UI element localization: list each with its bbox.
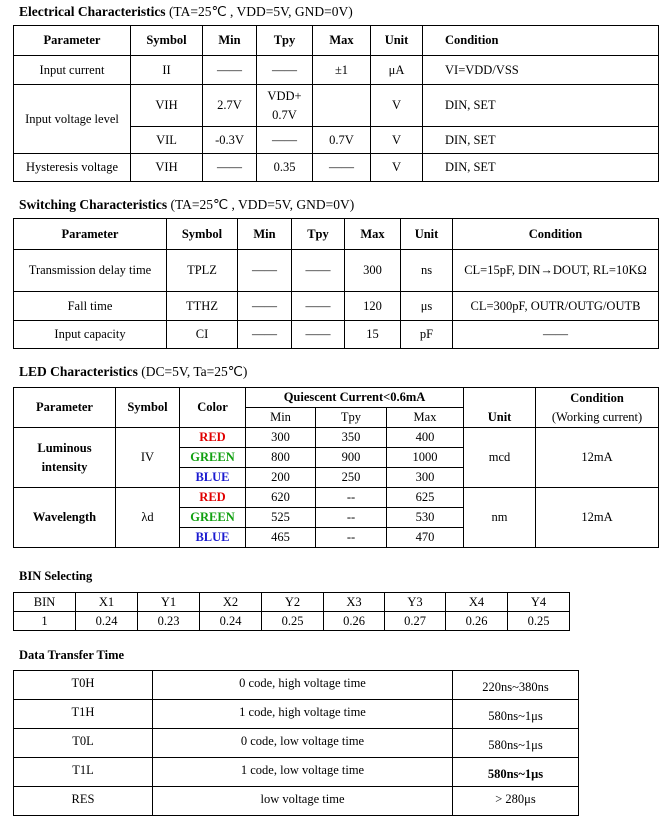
unit-cell: pF bbox=[401, 321, 453, 349]
value-cell: 0.24 bbox=[200, 612, 262, 631]
header-cell: X4 bbox=[446, 593, 508, 612]
typ-cell: -- bbox=[316, 528, 387, 548]
unit-cell: V bbox=[371, 154, 423, 182]
table-row bbox=[14, 154, 659, 182]
header-cell: X2 bbox=[200, 593, 262, 612]
param-cell: Fall time bbox=[14, 292, 167, 321]
table-row bbox=[14, 488, 659, 508]
cond-cell: 12mA bbox=[536, 488, 659, 548]
header-cell: Tpy bbox=[316, 408, 387, 428]
unit-cell: nm bbox=[464, 488, 536, 548]
name-cell: T1H bbox=[14, 700, 153, 729]
value-cell: 580ns~1μs bbox=[453, 758, 579, 787]
header-cell: Y4 bbox=[508, 593, 570, 612]
table-row bbox=[14, 700, 579, 729]
table-row bbox=[14, 321, 659, 349]
table-header-row bbox=[14, 593, 570, 612]
typ-cell: —— bbox=[257, 56, 313, 85]
switching-table bbox=[13, 218, 659, 349]
typ-cell: VDD+ 0.7V bbox=[257, 85, 313, 127]
header-cell: Unit bbox=[371, 26, 423, 56]
desc-cell: 0 code, high voltage time bbox=[153, 671, 453, 700]
param-cell: Input current bbox=[14, 56, 131, 85]
min-cell: —— bbox=[238, 321, 292, 349]
header-cell: Y3 bbox=[385, 593, 446, 612]
header-cell: Tpy bbox=[257, 26, 313, 56]
max-cell: 120 bbox=[345, 292, 401, 321]
unit-cell: V bbox=[371, 85, 423, 127]
cond-cell: DIN, SET bbox=[423, 85, 659, 127]
typ-cell: —— bbox=[292, 292, 345, 321]
header-cell: Y2 bbox=[262, 593, 324, 612]
electrical-table bbox=[13, 25, 659, 182]
header-cell: Symbol bbox=[116, 388, 180, 428]
max-cell: 530 bbox=[387, 508, 464, 528]
symbol-cell: II bbox=[131, 56, 203, 85]
param-cell: Hysteresis voltage bbox=[14, 154, 131, 182]
color-cell-green: GREEN bbox=[180, 508, 246, 528]
color-cell-red: RED bbox=[180, 428, 246, 448]
header-cell: Symbol bbox=[131, 26, 203, 56]
bin-table bbox=[13, 592, 570, 631]
max-cell: 15 bbox=[345, 321, 401, 349]
header-cell: Parameter bbox=[14, 219, 167, 250]
symbol-cell: TPLZ bbox=[167, 250, 238, 292]
name-cell: T0L bbox=[14, 729, 153, 758]
value-cell: 0.25 bbox=[508, 612, 570, 631]
value-cell: 0.27 bbox=[385, 612, 446, 631]
table-header-row bbox=[14, 26, 659, 56]
cond-cell: DIN, SET bbox=[423, 154, 659, 182]
typ-cell: —— bbox=[257, 127, 313, 154]
value-cell: 0.25 bbox=[262, 612, 324, 631]
table-row bbox=[14, 612, 570, 631]
unit-cell: μA bbox=[371, 56, 423, 85]
header-cell: Quiescent Current<0.6mA bbox=[246, 388, 464, 408]
header-cell: Parameter bbox=[14, 388, 116, 428]
min-cell: 525 bbox=[246, 508, 316, 528]
table-row bbox=[14, 758, 579, 787]
header-cell: Max bbox=[345, 219, 401, 250]
header-cell: Parameter bbox=[14, 26, 131, 56]
header-cell: (Working current) bbox=[536, 408, 659, 428]
typ-cell: 350 bbox=[316, 428, 387, 448]
typ-cell: 900 bbox=[316, 448, 387, 468]
min-cell: 2.7V bbox=[203, 85, 257, 127]
value-cell: 0.26 bbox=[446, 612, 508, 631]
table-row bbox=[14, 250, 659, 292]
color-cell-blue: BLUE bbox=[180, 468, 246, 488]
table-row bbox=[14, 292, 659, 321]
header-cell: Unit bbox=[401, 219, 453, 250]
unit-cell: V bbox=[371, 127, 423, 154]
color-cell-green: GREEN bbox=[180, 448, 246, 468]
transfer-table bbox=[13, 670, 579, 816]
min-cell: —— bbox=[238, 250, 292, 292]
max-cell: 1000 bbox=[387, 448, 464, 468]
header-cell: X1 bbox=[76, 593, 138, 612]
param-cell: Wavelength bbox=[14, 488, 116, 548]
typ-cell: —— bbox=[292, 321, 345, 349]
min-cell: —— bbox=[203, 154, 257, 182]
param-cell: Input capacity bbox=[14, 321, 167, 349]
typ-cell: 0.35 bbox=[257, 154, 313, 182]
typ-cell: —— bbox=[292, 250, 345, 292]
desc-cell: 1 code, high voltage time bbox=[153, 700, 453, 729]
desc-cell: 1 code, low voltage time bbox=[153, 758, 453, 787]
led-table bbox=[13, 387, 659, 548]
max-cell: 300 bbox=[345, 250, 401, 292]
value-cell: 0.26 bbox=[324, 612, 385, 631]
min-cell: 200 bbox=[246, 468, 316, 488]
table-row bbox=[14, 56, 659, 85]
header-cell: Min bbox=[203, 26, 257, 56]
symbol-cell: λd bbox=[116, 488, 180, 548]
header-cell: Unit bbox=[464, 408, 536, 428]
unit-cell: ns bbox=[401, 250, 453, 292]
max-cell: 625 bbox=[387, 488, 464, 508]
transfer-title: Data Transfer Time bbox=[19, 648, 125, 662]
value-cell: 580ns~1μs bbox=[453, 729, 579, 758]
header-cell: X3 bbox=[324, 593, 385, 612]
max-cell bbox=[313, 85, 371, 127]
min-cell: 620 bbox=[246, 488, 316, 508]
cond-cell: —— bbox=[453, 321, 659, 349]
name-cell: RES bbox=[14, 787, 153, 816]
table-header-row bbox=[14, 219, 659, 250]
table-row bbox=[14, 729, 579, 758]
min-cell: 800 bbox=[246, 448, 316, 468]
header-cell: Symbol bbox=[167, 219, 238, 250]
value-cell: 0.24 bbox=[76, 612, 138, 631]
header-cell: Min bbox=[238, 219, 292, 250]
table-row bbox=[14, 85, 659, 127]
symbol-cell: TTHZ bbox=[167, 292, 238, 321]
symbol-cell: CI bbox=[167, 321, 238, 349]
min-cell: 465 bbox=[246, 528, 316, 548]
header-cell: Min bbox=[246, 408, 316, 428]
header-cell: Color bbox=[180, 388, 246, 428]
symbol-cell: VIL bbox=[131, 127, 203, 154]
param-cell: Transmission delay time bbox=[14, 250, 167, 292]
max-cell: 0.7V bbox=[313, 127, 371, 154]
header-cell: Condition bbox=[423, 26, 659, 56]
name-cell: T0H bbox=[14, 671, 153, 700]
header-cell: Max bbox=[313, 26, 371, 56]
symbol-cell: IV bbox=[116, 428, 180, 488]
typ-cell: 250 bbox=[316, 468, 387, 488]
table-row bbox=[14, 671, 579, 700]
value-cell: 0.23 bbox=[138, 612, 200, 631]
value-cell: > 280μs bbox=[453, 787, 579, 816]
typ-cell: -- bbox=[316, 488, 387, 508]
min-cell: —— bbox=[238, 292, 292, 321]
value-cell: 580ns~1μs bbox=[453, 700, 579, 729]
max-cell: ±1 bbox=[313, 56, 371, 85]
header-cell: Max bbox=[387, 408, 464, 428]
color-cell-blue: BLUE bbox=[180, 528, 246, 548]
color-cell-red: RED bbox=[180, 488, 246, 508]
switching-title: Switching Characteristics (TA=25℃ , VDD=5V, GND=0V) bbox=[19, 197, 355, 212]
max-cell: 470 bbox=[387, 528, 464, 548]
header-cell: Condition bbox=[453, 219, 659, 250]
min-cell: -0.3V bbox=[203, 127, 257, 154]
cond-cell: CL=300pF, OUTR/OUTG/OUTB bbox=[453, 292, 659, 321]
cond-cell: DIN, SET bbox=[423, 127, 659, 154]
bin-title: BIN Selecting bbox=[19, 569, 93, 583]
max-cell: 400 bbox=[387, 428, 464, 448]
electrical-title: Electrical Characteristics (TA=25℃ , VDD=5V, GND=0V) bbox=[19, 4, 353, 19]
led-title: LED Characteristics (DC=5V, Ta=25℃) bbox=[19, 364, 248, 379]
cond-cell: VI=VDD/VSS bbox=[423, 56, 659, 85]
symbol-cell: VIH bbox=[131, 85, 203, 127]
cond-cell: 12mA bbox=[536, 428, 659, 488]
param-cell: Luminous intensity bbox=[14, 428, 116, 488]
unit-cell: μs bbox=[401, 292, 453, 321]
max-cell: —— bbox=[313, 154, 371, 182]
header-cell: Condition bbox=[536, 388, 659, 408]
desc-cell: low voltage time bbox=[153, 787, 453, 816]
name-cell: T1L bbox=[14, 758, 153, 787]
min-cell: —— bbox=[203, 56, 257, 85]
header-spacer-cell bbox=[464, 388, 536, 408]
table-row bbox=[14, 428, 659, 448]
min-cell: 300 bbox=[246, 428, 316, 448]
typ-cell: -- bbox=[316, 508, 387, 528]
value-cell: 1 bbox=[14, 612, 76, 631]
desc-cell: 0 code, low voltage time bbox=[153, 729, 453, 758]
unit-cell: mcd bbox=[464, 428, 536, 488]
header-cell: Y1 bbox=[138, 593, 200, 612]
header-cell: BIN bbox=[14, 593, 76, 612]
table-header-row bbox=[14, 388, 659, 408]
header-cell: Tpy bbox=[292, 219, 345, 250]
param-cell: Input voltage level bbox=[14, 85, 131, 154]
cond-cell: CL=15pF, DIN→DOUT, RL=10KΩ bbox=[453, 250, 659, 292]
max-cell: 300 bbox=[387, 468, 464, 488]
table-row bbox=[14, 787, 579, 816]
symbol-cell: VIH bbox=[131, 154, 203, 182]
value-cell: 220ns~380ns bbox=[453, 671, 579, 700]
